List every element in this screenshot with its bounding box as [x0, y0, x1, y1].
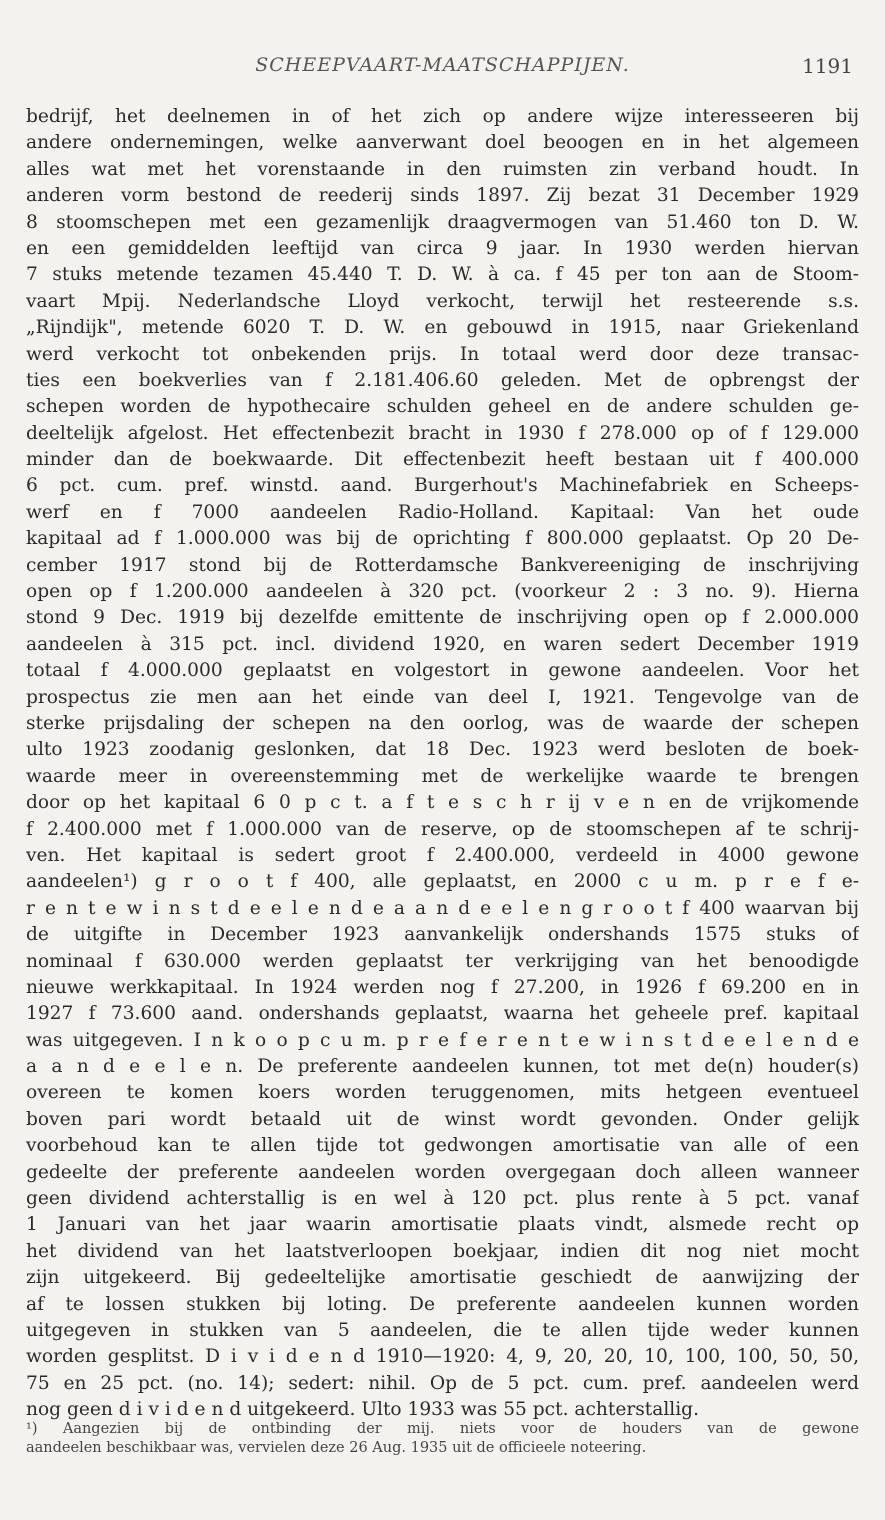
text-line: kapitaal ad f 1.000.000 was bij de oprichting f 800.000 geplaatst. Op 20 De- [26, 528, 859, 550]
text-line: aandeelen à 315 pct. incl. dividend 1920, en waren sedert December 1919 [26, 633, 859, 655]
text-line: andere ondernemingen, welke aanverwant doel beoogen en in het algemeen [26, 132, 859, 154]
text-line: alles wat met het vorenstaande in den ruimsten zin verband houdt. In [26, 158, 859, 180]
text-line: aandeelen¹) g r o o t f 400, alle geplaatst, en 2000 c u m. p r e f e- [26, 871, 859, 893]
text-line: 6 pct. cum. pref. winstd. aand. Burgerhout's Machinefabriek en Scheeps- [26, 475, 859, 497]
text-line: werf en f 7000 aandeelen Radio-Holland. Kapitaal: Van het oude [26, 501, 859, 523]
text-line: nog geen d i v i d e n d uitgekeerd. Ulto 1933 was 55 pct. achterstallig. [26, 1399, 699, 1421]
text-line: f 2.400.000 met f 1.000.000 van de reserve, op de stoomschepen af te schrij- [26, 818, 859, 840]
body-text [26, 104, 859, 1424]
text-line: voorbehoud kan te allen tijde tot gedwongen amortisatie van alle of een [26, 1135, 859, 1157]
text-line: sterke prijsdaling der schepen na den oorlog, was de waarde der schepen [26, 712, 859, 734]
text-line: boven pari wordt betaald uit de winst wordt gevonden. Onder gelijk [26, 1108, 859, 1130]
text-line: 7 stuks metende tezamen 45.440 T. D. W. à ca. f 45 per ton aan de Stoom- [26, 264, 859, 286]
text-line: het dividend van het laatstverloopen boekjaar, indien dit nog niet mocht [26, 1240, 859, 1262]
text-line: worden gesplitst. D i v i d e n d 1910—1920: 4, 9, 20, 20, 10, 100, 100, 50, 50, [26, 1346, 859, 1368]
text-line: nominaal f 630.000 werden geplaatst ter verkrijging van het benoodigde [26, 950, 859, 972]
text-line: geen dividend achterstallig is en wel à 120 pct. plus rente à 5 pct. vanaf [26, 1188, 859, 1210]
text-line: bedrijf, het deelnemen in of het zich op andere wijze interesseeren bij [26, 106, 859, 127]
text-line: a a n d e e l e n. De preferente aandeelen kunnen, tot met de(n) houder(s) [26, 1056, 859, 1078]
text-line: prospectus zie men aan het einde van deel I, 1921. Tengevolge van de [26, 686, 859, 708]
text-line: vaart Mpij. Nederlandsche Lloyd verkocht, terwijl het resteerende s.s. [26, 290, 859, 312]
text-line: de uitgifte in December 1923 aanvankelijk ondershands 1575 stuks of [26, 924, 859, 946]
text-line: schepen worden de hypothecaire schulden geheel en de andere schulden ge- [26, 396, 859, 418]
text-line: 1927 f 73.600 aand. ondershands geplaatst, waarna het geheele pref. kapitaal [26, 1003, 859, 1025]
text-line: nieuwe werkkapitaal. In 1924 werden nog f 27.200, in 1926 f 69.200 en in [26, 976, 859, 998]
text-line: 75 en 25 pct. (no. 14); sedert: nihil. Op de 5 pct. cum. pref. aandeelen werd [26, 1372, 859, 1394]
text-line: werd verkocht tot onbekenden prijs. In totaal werd door deze transac- [26, 343, 859, 365]
text-line: ties een boekverlies van f 2.181.406.60 geleden. Met de opbrengst der [26, 369, 859, 391]
text-line: ven. Het kapitaal is sedert groot f 2.400.000, verdeeld in 4000 gewone [26, 844, 859, 866]
footnote [26, 1420, 859, 1458]
text-line: minder dan de boekwaarde. Dit effectenbezit heeft bestaan uit f 400.000 [26, 449, 859, 471]
running-title: SCHEEPVAART-MAATSCHAPPIJEN. [255, 54, 630, 76]
text-line: overeen te komen koers worden teruggenomen, mits hetgeen eventueel [26, 1082, 859, 1104]
text-line: gedeelte der preferente aandeelen worden overgegaan doch alleen wanneer [26, 1161, 859, 1183]
text-line: ulto 1923 zoodanig geslonken, dat 18 Dec. 1923 werd besloten de boek- [26, 739, 859, 761]
footnote-line: ¹) Aangezien bij de ontbinding der mij. niets voor de houders van de gewone [26, 1421, 859, 1437]
text-line: uitgegeven in stukken van 5 aandeelen, die te allen tijde weder kunnen [26, 1319, 859, 1341]
text-line: cember 1917 stond bij de Rotterdamsche Bankvereeniging de inschrijving [26, 554, 859, 576]
text-line: waarde meer in overeenstemming met de werkelijke waarde te brengen [26, 765, 859, 787]
text-line: was uitgegeven. I n k o o p c u m. p r e f e r e n t e w i n s t d e e l e n d e [26, 1029, 859, 1051]
text-line: en een gemiddelden leeftijd van circa 9 jaar. In 1930 werden hiervan [26, 237, 859, 259]
text-line: stond 9 Dec. 1919 bij dezelfde emittente de inschrijving open op f 2.000.000 [26, 607, 859, 629]
text-line: 8 stoomschepen met een gezamenlijk draagvermogen van 51.460 ton D. W. [26, 211, 859, 233]
text-line: deeltelijk afgelost. Het effectenbezit bracht in 1930 f 278.000 op of f 129.000 [26, 422, 859, 444]
footnote-line: aandeelen beschikbaar was, vervielen deze 26 Aug. 1935 uit de officieele noteering. [26, 1440, 647, 1456]
text-line: zijn uitgekeerd. Bij gedeeltelijke amortisatie geschiedt de aanwijzing der [26, 1267, 859, 1289]
page-number: 1191 [802, 54, 853, 78]
text-line: af te lossen stukken bij loting. De preferente aandeelen kunnen worden [26, 1293, 859, 1315]
text-line: open op f 1.200.000 aandeelen à 320 pct. (voorkeur 2 : 3 no. 9). Hierna [26, 581, 859, 603]
text-line: totaal f 4.000.000 geplaatst en volgestort in gewone aandeelen. Voor het [26, 660, 859, 682]
text-line: r e n t e w i n s t d e e l e n d e a a n d e e l e n g r o o t f 400 waarvan bij [26, 897, 859, 919]
text-line: door op het kapitaal 6 0 p c t. a f t e s c h r ij v e n en de vrijkomende [26, 792, 859, 814]
text-line: anderen vorm bestond de reederij sinds 1897. Zij bezat 31 December 1929 [26, 185, 859, 207]
text-line: „Rijndijk", metende 6020 T. D. W. en gebouwd in 1915, naar Griekenland [26, 317, 859, 339]
page-header [0, 54, 885, 84]
text-line: 1 Januari van het jaar waarin amortisatie plaats vindt, alsmede recht op [26, 1214, 859, 1236]
